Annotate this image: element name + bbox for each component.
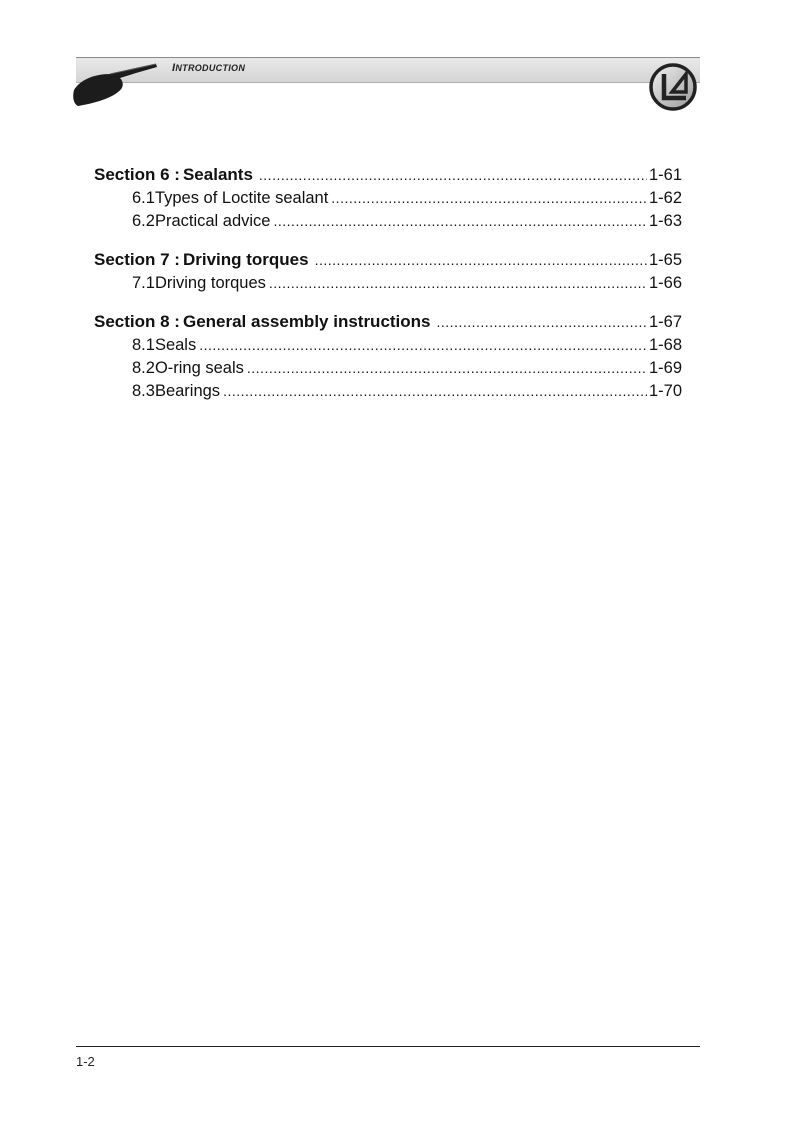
toc-item-title: Bearings: [154, 382, 221, 400]
toc-leader-dots: [199, 337, 647, 353]
toc-page-number: 1-68: [648, 336, 682, 354]
toc-page-number: 1-62: [648, 189, 682, 207]
toc-item-title: Seals: [154, 336, 197, 354]
toc-item-number: 7.1: [132, 274, 155, 292]
toc-leader-dots: [331, 190, 647, 206]
toc-leader-dots: [315, 252, 647, 268]
toc-page-number: 1-70: [648, 382, 682, 400]
header-band: [76, 57, 700, 83]
toc-item-row[interactable]: [94, 274, 682, 297]
toc-section-title: General assembly instructions: [182, 312, 431, 331]
toc-item-number: 8.2: [132, 359, 155, 377]
toc-page-number: 1-67: [648, 313, 682, 331]
toc-section-label: Section 8 :: [94, 312, 180, 331]
toc-leader-dots: [437, 314, 647, 330]
toc-page-number: 1-65: [648, 251, 682, 269]
toc-item-row[interactable]: [94, 359, 682, 382]
toc-item-number: 8.3: [132, 382, 155, 400]
toc-page-number: 1-61: [648, 166, 682, 184]
toc-section-row[interactable]: [94, 250, 682, 274]
toc-leader-dots: [274, 213, 647, 229]
footer-page-number: 1-2: [76, 1054, 95, 1069]
toc-item-row[interactable]: [94, 382, 682, 405]
toc-item-row[interactable]: [94, 336, 682, 359]
toc-leader-dots: [247, 360, 647, 376]
toc-section-title: Driving torques: [182, 250, 309, 269]
toc-leader-dots: [223, 383, 647, 399]
toc-section-label: Section 6 :: [94, 165, 180, 184]
hand-pointer-icon: [72, 60, 162, 108]
footer-rule: [76, 1046, 700, 1047]
toc-item-title: Driving torques: [154, 274, 266, 292]
toc-page-number: 1-63: [648, 212, 682, 230]
toc-item-number: 8.1: [132, 336, 155, 354]
toc-item-title: Practical advice: [154, 212, 271, 230]
table-of-contents: [94, 165, 682, 405]
toc-leader-dots: [259, 167, 647, 183]
brand-logo-icon: [646, 60, 702, 112]
toc-item-number: 6.1: [132, 189, 155, 207]
toc-section-label: Section 7 :: [94, 250, 180, 269]
toc-item-row[interactable]: [94, 212, 682, 235]
toc-section-title: Sealants: [182, 165, 253, 184]
toc-item-number: 6.2: [132, 212, 155, 230]
toc-section-row[interactable]: [94, 312, 682, 336]
toc-page-number: 1-66: [648, 274, 682, 292]
page-header-title: INTRODUCTION: [172, 62, 246, 74]
toc-item-row[interactable]: [94, 189, 682, 212]
toc-section-row[interactable]: [94, 165, 682, 189]
toc-page-number: 1-69: [648, 359, 682, 377]
toc-item-title: Types of Loctite sealant: [154, 189, 329, 207]
toc-item-title: O-ring seals: [154, 359, 244, 377]
toc-leader-dots: [269, 275, 647, 291]
